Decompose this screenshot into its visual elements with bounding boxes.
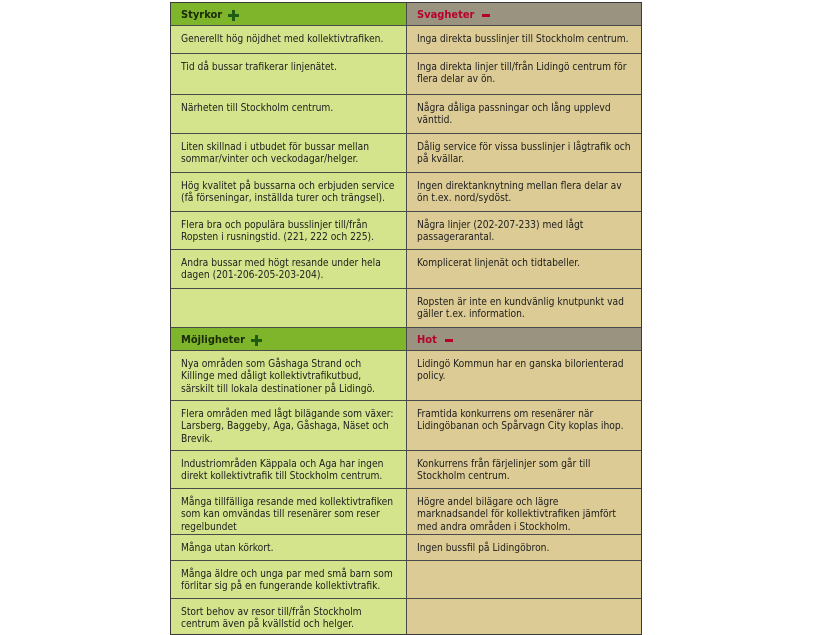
opportunity-cell: Flera områden med lågt bilägande som växer: Larsberg, Baggeby, Aga, Gåshaga, Näset och Brevik. (171, 401, 407, 450)
threat-cell: Konkurrens från färjelinjer som går till Stockholm centrum. (407, 451, 641, 488)
table-row (171, 172, 641, 211)
strengths-header (171, 3, 407, 25)
weakness-cell: Komplicerat linjenät och tidtabeller. (407, 250, 641, 288)
strengths-header-label: Styrkor (181, 8, 223, 21)
opportunity-cell: Nya områden som Gåshaga Strand och Killinge med dåligt kollektivtrafikutbud, särskilt till lokala destinationer på Lidingö. (171, 351, 407, 400)
table-row (171, 133, 641, 172)
opportunity-cell: Många utan körkort. (171, 535, 407, 560)
plus-icon (251, 335, 262, 346)
table-row (171, 350, 641, 400)
strength-cell: Generellt hög nöjdhet med kollektivtrafiken. (171, 26, 407, 53)
table-row (171, 53, 641, 94)
threat-cell (407, 599, 641, 634)
header-row-strengths-weaknesses (171, 3, 641, 25)
weakness-cell: Ingen direktanknytning mellan flera delar av ön t.ex. nord/sydöst. (407, 173, 641, 211)
table-row (171, 211, 641, 249)
strength-cell: Tid då bussar trafikerar linjenätet. (171, 54, 407, 94)
plus-icon (228, 10, 239, 21)
threats-header-label: Hot (417, 333, 437, 346)
table-row (171, 94, 641, 133)
weakness-cell: Inga direkta busslinjer till Stockholm centrum. (407, 26, 641, 53)
weaknesses-header-label: Svagheter (417, 8, 475, 21)
threat-cell: Ingen bussfil på Lidingöbron. (407, 535, 641, 560)
weakness-cell: Inga direkta linjer till/från Lidingö centrum för flera delar av ön. (407, 54, 641, 94)
table-row (171, 25, 641, 53)
threat-cell: Lidingö Kommun har en ganska bilorienterad policy. (407, 351, 641, 400)
table-row (171, 560, 641, 598)
table-row (171, 249, 641, 288)
minus-icon (482, 14, 490, 17)
threat-cell (407, 561, 641, 598)
threat-cell: Framtida konkurrens om resenärer när Lidingöbanan och Spårvagn City koplas ihop. (407, 401, 641, 450)
strength-cell: Flera bra och populära busslinjer till/från Ropsten i rusningstid. (221, 222 och 225). (171, 212, 407, 249)
opportunity-cell: Många äldre och unga par med små barn som förlitar sig på en fungerande kollektivtrafik. (171, 561, 407, 598)
weakness-cell: Ropsten är inte en kundvänlig knutpunkt vad gäller t.ex. information. (407, 289, 641, 327)
weakness-cell: Några dåliga passningar och lång upplevd vänttid. (407, 95, 641, 133)
table-row (171, 288, 641, 327)
threat-cell: Högre andel bilägare och lägre marknadsandel för kollektivtrafiken jämfört med andra områden i Stockholm. (407, 489, 641, 534)
threats-header (407, 328, 641, 350)
strength-cell: Liten skillnad i utbudet för bussar mellan sommar/vinter och veckodagar/helger. (171, 134, 407, 172)
opportunity-cell: Stort behov av resor till/från Stockholm centrum även på kvällstid och helger. (171, 599, 407, 634)
strength-cell (171, 289, 407, 327)
opportunity-cell: Industriområden Käppala och Aga har ingen direkt kollektivtrafik till Stockholm centrum. (171, 451, 407, 488)
opportunity-cell: Många tillfälliga resande med kollektivtrafiken som kan omvändas till resenärer som reser regelbundet (171, 489, 407, 534)
table-row (171, 488, 641, 534)
minus-icon (445, 339, 453, 342)
table-row (171, 534, 641, 560)
strength-cell: Närheten till Stockholm centrum. (171, 95, 407, 133)
header-row-opportunities-threats (171, 327, 641, 350)
weaknesses-header (407, 3, 641, 25)
weakness-cell: Dålig service för vissa busslinjer i lågtrafik och på kvällar. (407, 134, 641, 172)
opportunities-header (171, 328, 407, 350)
opportunities-header-label: Möjligheter (181, 333, 245, 346)
strength-cell: Hög kvalitet på bussarna och erbjuden service (få förseningar, inställda turer och trängsel). (171, 173, 407, 211)
table-row (171, 598, 641, 634)
table-row (171, 450, 641, 488)
table-row (171, 400, 641, 450)
weakness-cell: Några linjer (202-207-233) med lågt passagerarantal. (407, 212, 641, 249)
strength-cell: Andra bussar med högt resande under hela dagen (201-206-205-203-204). (171, 250, 407, 288)
swot-table (170, 2, 642, 635)
